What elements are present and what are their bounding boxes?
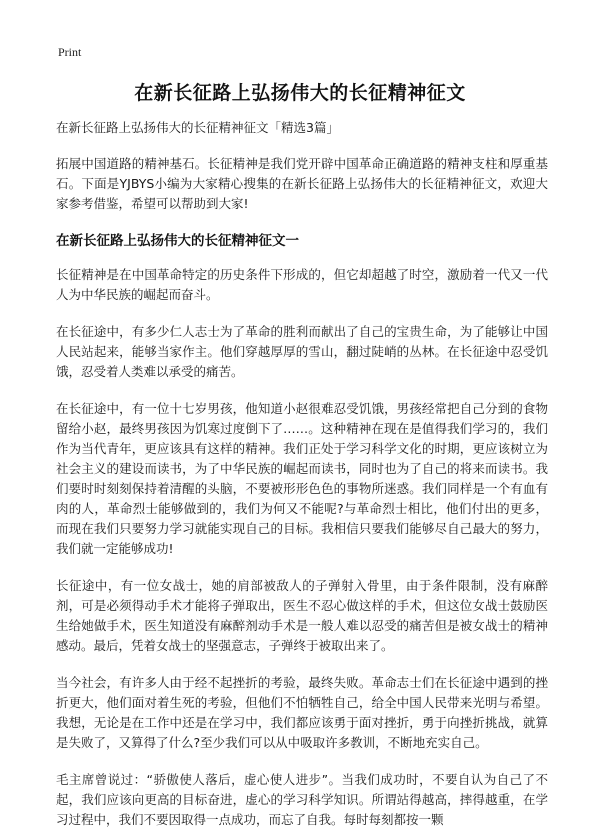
body-paragraph: 当今社会，有许多人由于经不起挫折的考验，最终失败。革命志士们在长征途中遇到的挫折更大，他们面对着生死的考验，但他们不怕牺牲自己，给全中国人民带来光明与希望。我想，无论是在工作中还是在学习中，我们都应该勇于面对挫折，勇于向挫折挑战，就算是失败了，又算得了什么?至少我们可以从中吸取许多教训，不断地充实自己。 [56,675,548,750]
body-paragraph: 在长征途中，有一位十七岁男孩，他知道小赵很难忍受饥饿，男孩经常把自己分到的食物留给小赵，最终男孩因为饥寒过度倒下了……。这种精神在现在是值得我们学习的，我们作为当代青年，更应该具有这样的精神。我们正处于学习科学文化的时期，更应该树立为社会主义的建设而读书，为了中华民族的崛起而读书，同时也为了自己的将来而读书。我们要时时刻刻保持着清醒的头脑，不要被形形色色的事物所迷惑。我们同样是一个有血有肉的人，革命烈士能够做到的，我们为何又不能呢?与革命烈士相比，他们付出的更多，而现在我们只要努力学习就能实现自己的目标。我相信只要我们能够尽自己最大的努力，我们就一定能够成功! [56,401,548,556]
body-paragraph: 长征精神是在中国革命特定的历史条件下形成的，但它却超越了时空，激励着一代又一代人为中华民族的崛起而奋斗。 [56,267,548,302]
article-body [56,118,548,828]
intro-paragraph: 拓展中国道路的精神基石。长征精神是我们党开辟中国革命正确道路的精神支柱和厚重基石。下面是YJBYS小编为大家精心搜集的在新长征路上弘扬伟大的长征精神征文，欢迎大家参考借鉴，希望可以帮助到大家! [56,156,548,211]
body-paragraph: 长征途中，有一位女战士，她的肩部被敌人的子弹射入骨里，由于条件限制，没有麻醉剂，可是必须得动手术才能将子弹取出，医生不忍心做这样的手术，但这位女战士鼓励医生给她做手术，医生知道没有麻醉剂动手术是一般人难以忍受的痛苦但是被女战士的精神感动。最后，凭着女战士的坚强意志，子弹终于被取出来了。 [56,578,548,653]
article-title: 在新长征路上弘扬伟大的长征精神征文 [134,82,466,104]
article-subtitle: 在新长征路上弘扬伟大的长征精神征文「精选3篇」 [56,120,339,135]
body-paragraph: 在长征途中，有多少仁人志士为了革命的胜利而献出了自己的宝贵生命，为了能够让中国人民站起来，能够当家作主。他们穿越厚厚的雪山，翻过陡峭的丛林。在长征途中忍受饥饿，忍受着人类难以承受的痛苦。 [56,324,548,379]
body-paragraph: 毛主席曾说过：“骄傲使人落后，虚心使人进步”。当我们成功时，不要自认为自己了不起，我们应该向更高的目标奋进，虚心的学习科学知识。所谓站得越高，摔得越重，在学习过程中，我们不要因取得一点成功，而忘了自我。每时每刻都按一颗 [56,772,548,827]
section-heading: 在新长征路上弘扬伟大的长征精神征文一 [56,233,299,249]
print-link[interactable]: Print [58,45,82,59]
